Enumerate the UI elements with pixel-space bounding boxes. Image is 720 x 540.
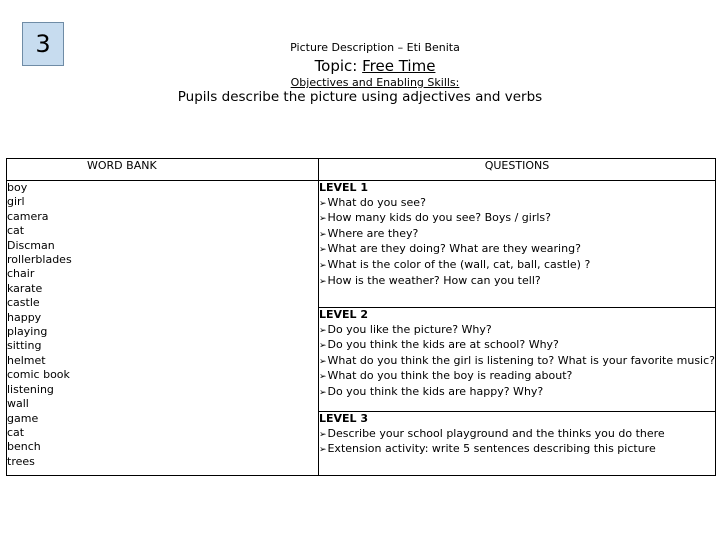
word-item: helmet bbox=[7, 353, 46, 367]
level-3-cell bbox=[318, 412, 715, 476]
topic-label: Topic: bbox=[314, 57, 363, 75]
word-item: bench bbox=[7, 440, 41, 454]
question-item: ➢ What do you think the boy is reading about? bbox=[319, 369, 715, 385]
word-bank-header: WORD BANK bbox=[7, 159, 319, 181]
question-item: ➢ How many kids do you see? Boys / girls? bbox=[319, 211, 715, 227]
question-item: ➢ Extension activity: write 5 sentences describing this picture bbox=[319, 442, 715, 458]
word-item: sitting bbox=[7, 339, 42, 353]
word-item: game bbox=[7, 411, 39, 425]
questions-header: QUESTIONS bbox=[318, 159, 715, 181]
question-item: ➢ How is the weather? How can you tell? bbox=[319, 274, 715, 290]
word-item: cat bbox=[7, 224, 25, 238]
question-item: ➢ Do you think the kids are happy? Why? bbox=[319, 385, 715, 401]
word-item: trees bbox=[7, 454, 35, 468]
content-table bbox=[6, 158, 716, 476]
question-item: ➢ Where are they? bbox=[319, 227, 715, 243]
word-item: rollerblades bbox=[7, 253, 72, 267]
level-title: LEVEL 3 bbox=[318, 412, 368, 425]
word-item: chair bbox=[7, 267, 35, 281]
topic-line bbox=[0, 57, 720, 75]
word-item: camera bbox=[7, 209, 49, 223]
objectives-heading: Objectives and Enabling Skills: bbox=[290, 76, 460, 89]
word-item: listening bbox=[7, 382, 54, 396]
subtitle: Picture Description – Eti Benita bbox=[290, 41, 460, 54]
level-1-cell bbox=[318, 181, 715, 308]
question-item: ➢ Do you like the picture? Why? bbox=[319, 323, 715, 339]
word-item: castle bbox=[7, 296, 40, 310]
word-item: boy bbox=[7, 181, 28, 194]
word-item: girl bbox=[7, 195, 25, 209]
level-title: LEVEL 1 bbox=[318, 181, 368, 194]
word-item: wall bbox=[7, 397, 29, 411]
word-item: Discman bbox=[7, 238, 55, 252]
question-item: ➢ What is the color of the (wall, cat, ball, castle) ? bbox=[319, 258, 715, 274]
word-item: comic book bbox=[7, 368, 70, 382]
word-item: cat bbox=[7, 425, 25, 439]
level-2-cell bbox=[318, 308, 715, 412]
question-item: ➢ What are they doing? What are they wearing? bbox=[319, 242, 715, 258]
slide-number: 3 bbox=[35, 30, 51, 58]
word-item: karate bbox=[7, 281, 43, 295]
question-item: ➢ Do you think the kids are at school? Why? bbox=[319, 338, 715, 354]
question-item: ➢ What do you see? bbox=[319, 196, 715, 212]
question-item: ➢ What do you think the girl is listening to? What is your favorite music? bbox=[319, 354, 715, 370]
objective-description: Pupils describe the picture using adjectives and verbs bbox=[177, 89, 543, 105]
question-item: ➢ Describe your school playground and the thinks you do there bbox=[319, 427, 715, 443]
word-item: playing bbox=[7, 325, 48, 339]
topic-name: Free Time bbox=[362, 57, 436, 75]
word-item: happy bbox=[7, 310, 42, 324]
level-title: LEVEL 2 bbox=[318, 308, 368, 321]
word-bank-list bbox=[7, 181, 319, 476]
